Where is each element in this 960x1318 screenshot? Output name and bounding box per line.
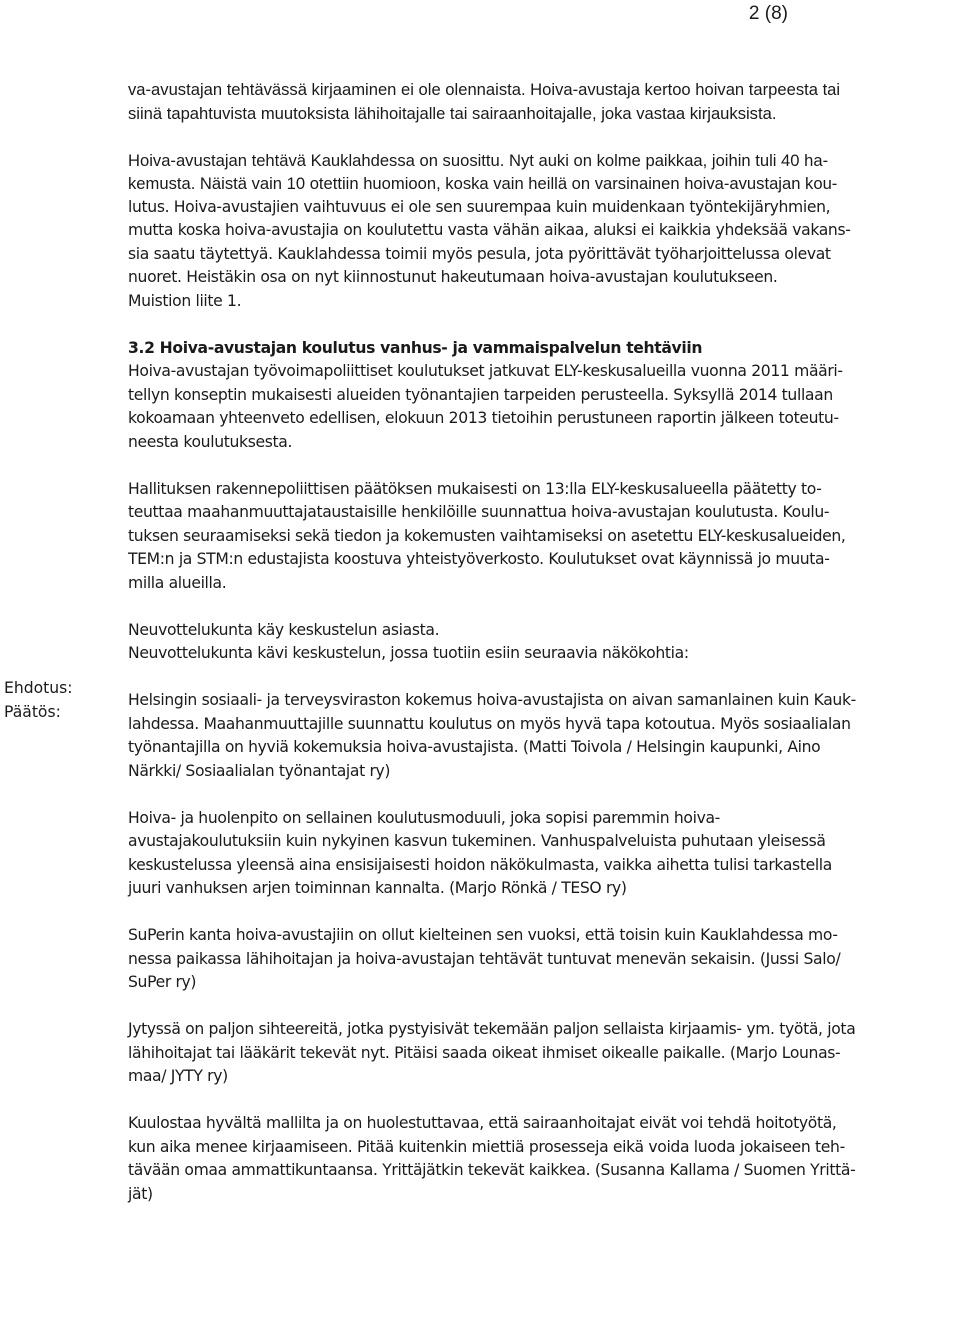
comment-paragraph — [128, 807, 948, 901]
section-paragraph — [128, 360, 948, 454]
text-line: Hallituksen rakennepoliittisen päätöksen mukaisesti on 13:lla ELY-keskusalueella päätetty to- — [128, 479, 822, 498]
text-line: Hoiva-avustajan tehtävä Kauklahdessa on suosittu. Nyt auki on kolme paikkaa, joihin tuli 40 ha- — [128, 150, 829, 170]
text-line: siinä tapahtuvista muutoksista lähihoitajalle tai sairaanhoitajalle, joka vastaa kirjauksista. — [128, 103, 777, 123]
text-line: kokoamaan yhteenveto edellisen, elokuun 2013 tietoihin perustuneen raportin jälkeen toteutu- — [128, 409, 839, 427]
intro-paragraph — [128, 78, 948, 125]
text-line: Muistion liite 1. — [128, 291, 242, 310]
proposal-label: Ehdotus: — [4, 679, 73, 697]
section-heading: 3.2 Hoiva-avustajan koulutus vanhus- ja vammaispalvelun tehtäviin — [128, 338, 703, 357]
text-line: jät) — [128, 1184, 153, 1203]
text-line: lahdessa. Maahanmuuttajille suunnattu koulutus on myös hyvä tapa kotoutua. Myös sosiaalialan — [128, 714, 851, 733]
document-body — [128, 78, 948, 1206]
text-line: SuPer ry) — [128, 973, 197, 991]
text-line: Hoiva- ja huolenpito on sellainen koulutusmoduuli, joka sopisi paremmin hoiva- — [128, 808, 720, 827]
text-line: tuksen seuraamiseksi sekä tiedon ja kokemusten vaihtamiseksi on asetettu ELY-keskusalueiden, — [128, 526, 846, 545]
text-line: kun aika menee kirjaamiseen. Pitää kuitenkin miettiä prosesseja eikä voida luoda jokaiseen teh- — [128, 1137, 845, 1156]
text-line: tävään omaa ammattikuntaansa. Yrittäjätkin tekevät kaikkea. (Susanna Kallama / Suomen Yrittä- — [128, 1161, 856, 1179]
text-line: TEM:n ja STM:n edustajista koostuva yhteistyöverkosto. Koulutukset ovat käynnissä jo muuta- — [128, 550, 830, 568]
text-line: neesta koulutuksesta. — [128, 432, 293, 451]
text-line: milla alueilla. — [128, 573, 227, 592]
text-line: nessa paikassa lähihoitajan ja hoiva-avustajan tehtävät tuntuvat menevän sekaisin. (Jussi Salo/ — [128, 949, 841, 968]
text-line: Helsingin sosiaali- ja terveysviraston kokemus hoiva-avustajista on aivan samanlainen kuin Kauk- — [128, 691, 856, 709]
text-line: teuttaa maahanmuuttajataustaisille henkilöille suunnattua hoiva-avustajan koulutusta. Koulu- — [128, 503, 830, 521]
text-line: maa/ JYTY ry) — [128, 1067, 228, 1085]
text-line: työnantajilla on hyviä kokemuksia hoiva-avustajista. (Matti Toivola / Helsingin kaupunki, Aino — [128, 738, 821, 756]
text-line: Kuulostaa hyvältä mallilta ja on huolestuttavaa, että sairaanhoitajat eivät voi tehdä hoitotyötä, — [128, 1114, 837, 1132]
side-labels — [4, 677, 73, 724]
comment-paragraph — [128, 689, 948, 783]
text-line: SuPerin kanta hoiva-avustajiin on ollut kielteinen sen vuoksi, että toisin kuin Kauklahdessa mo- — [128, 926, 838, 944]
text-line: juuri vanhuksen arjen toiminnan kannalta. (Marjo Rönkä / TESO ry) — [128, 879, 627, 897]
proposal-text: Neuvottelukunta käy keskustelun asiasta. — [128, 620, 440, 639]
text-line: avustajakoulutuksiin kuin nykyinen kasvun tukeminen. Vanhuspalveluista puhutaan yleisessä — [128, 832, 826, 850]
comment-paragraph — [128, 1018, 948, 1089]
decision-text: Neuvottelukunta kävi keskustelun, jossa tuotiin esiin seuraavia näkökohtia: — [128, 644, 689, 662]
text-line: sia saatu täytettyä. Kauklahdessa toimii myös pesula, jota pyörittävät työharjoittelussa olevat — [128, 244, 831, 263]
text-line: lutus. Hoiva-avustajien vaihtuvuus ei ole sen suurempaa kuin muidenkaan työntekijäryhmien, — [128, 197, 831, 216]
decision-label: Päätös: — [4, 702, 61, 721]
text-line: lähihoitajat tai lääkärit tekevät nyt. Pitäisi saada oikeat ihmiset oikealle paikalle. (Marjo Lounas- — [128, 1043, 841, 1062]
text-line: kemusta. Näistä vain 10 otettiin huomioon, koska vain heillä on varsinainen hoiva-avustajan kou- — [128, 174, 838, 193]
text-line: Hoiva-avustajan työvoimapoliittiset koulutukset jatkuvat ELY-keskusalueilla vuonna 2011 määri- — [128, 362, 843, 380]
text-line: va-avustajan tehtävässä kirjaaminen ei ole olennaista. Hoiva-avustaja kertoo hoivan tarpeesta tai — [128, 80, 841, 99]
text-line: nuoret. Heistäkin osa on nyt kiinnostunut hakeutumaan hoiva-avustajan koulutukseen. — [128, 268, 778, 286]
section-paragraph — [128, 478, 948, 596]
text-line: tellyn konseptin mukaisesti alueiden työnantajien tarpeiden perusteella. Syksyllä 2014 tullaan — [128, 385, 833, 404]
text-line: keskustelussa yleensä aina ensisijaisesti hoidon näkökulmasta, vaikka aihetta tulisi tarkastella — [128, 855, 832, 874]
text-line: Jytyssä on paljon sihteereitä, jotka pystyisivät tekemään paljon sellaista kirjaamis- ym. työtä, jota — [128, 1020, 856, 1038]
kauklahti-paragraph — [128, 149, 948, 314]
comment-paragraph — [128, 924, 948, 995]
page-number: 2 (8) — [748, 3, 788, 24]
text-line: mutta koska hoiva-avustajia on koulutettu vasta vähän aikaa, aluksi ei kaikkia yhdeksää vakans- — [128, 221, 851, 239]
comment-paragraph — [128, 1112, 948, 1206]
text-line: Närkki/ Sosiaalialan työnantajat ry) — [128, 761, 391, 780]
